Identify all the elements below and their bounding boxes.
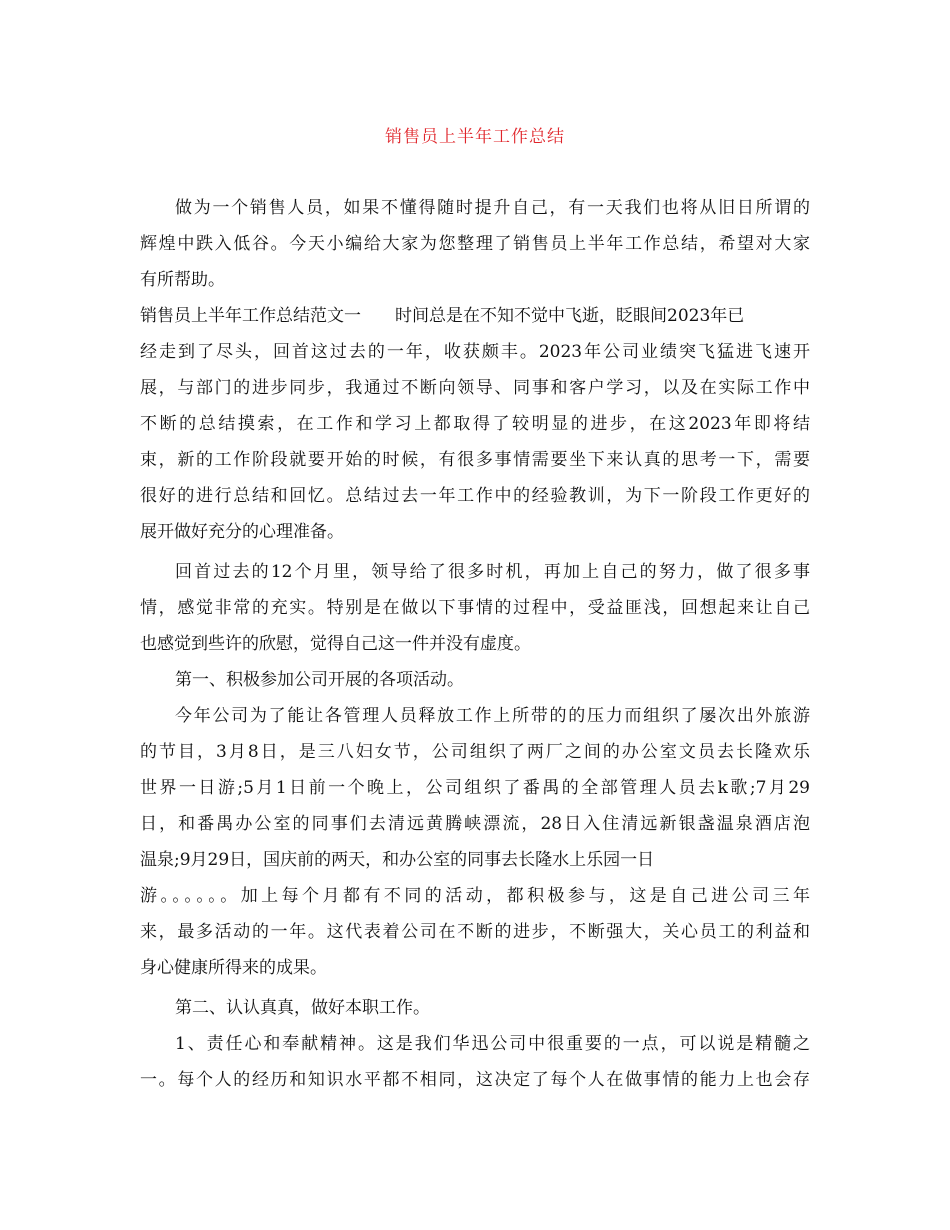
paragraph-line: 日，和番禺办公室的同事们去清远黄腾峡漂流，28日入住清远新银盏温泉酒店泡 (140, 814, 810, 834)
paragraph-line: 不断的总结摸索，在工作和学习上都取得了较明显的进步，在这2023年即将结 (140, 414, 810, 434)
paragraph-line: 很好的进行总结和回忆。总结过去一年工作中的经验教训，为下一阶段工作更好的 (140, 486, 810, 506)
paragraph-line: 情，感觉非常的充实。特别是在做以下事情的过程中，受益匪浅，回想起来让自己 (140, 598, 810, 618)
paragraph-line: 身心健康所得来的成果。 (140, 958, 327, 978)
paragraph-line: 1、责任心和奉献精神。这是我们华迅公司中很重要的一点，可以说是精髓之 (175, 1034, 810, 1054)
paragraph-line: 做为一个销售人员，如果不懂得随时提升自己，有一天我们也将从旧日所谓的 (175, 198, 810, 218)
paragraph-line: 一。每个人的经历和知识水平都不相同，这决定了每个人在做事情的能力上也会存 (140, 1070, 810, 1090)
section-heading: 销售员上半年工作总结范文一 (140, 306, 361, 326)
paragraph-line: 束，新的工作阶段就要开始的时候，有很多事情需要坐下来认真的思考一下，需要 (140, 450, 810, 470)
paragraph-line: 也感觉到些许的欣慰，觉得自己这一件并没有虚度。 (140, 634, 531, 654)
paragraph-line: 回首过去的12个月里，领导给了很多时机，再加上自己的努力，做了很多事 (175, 562, 810, 582)
paragraph-line: 世界一日游;5月1日前一个晚上，公司组织了番禺的全部管理人员去k歌;7月29 (140, 778, 810, 798)
section-heading-line (140, 306, 810, 326)
paragraph-line: 经走到了尽头，回首这过去的一年，收获颇丰。2023年公司业绩突飞猛进飞速开 (140, 342, 810, 362)
paragraph-line: 今年公司为了能让各管理人员释放工作上所带的的压力而组织了屡次出外旅游 (175, 706, 810, 726)
paragraph-text: 时间总是在不知不觉中飞逝，眨眼间2023年已 (395, 306, 745, 326)
paragraph-line: 展开做好充分的心理准备。 (140, 522, 344, 542)
paragraph-line: 来，最多活动的一年。这代表着公司在不断的进步，不断强大，关心员工的利益和 (140, 922, 810, 942)
paragraph-line: 有所帮助。 (140, 270, 225, 290)
section-heading: 第二、认认真真，做好本职工作。 (175, 998, 430, 1018)
paragraph-line: 展，与部门的进步同步，我通过不断向领导、同事和客户学习，以及在实际工作中 (140, 378, 810, 398)
paragraph-line: 的节目，3月8日，是三八妇女节，公司组织了两厂之间的办公室文员去长隆欢乐 (140, 742, 810, 762)
paragraph-line: 游。。。。。。加上每个月都有不同的活动，都积极参与，这是自己进公司三年 (140, 886, 810, 906)
paragraph-line: 温泉;9月29日，国庆前的两天，和办公室的同事去长隆水上乐园一日 (140, 850, 655, 870)
paragraph-line: 辉煌中跌入低谷。今天小编给大家为您整理了销售员上半年工作总结，希望对大家 (140, 234, 810, 254)
section-heading: 第一、积极参加公司开展的各项活动。 (175, 670, 464, 690)
document-title: 销售员上半年工作总结 (385, 127, 565, 147)
